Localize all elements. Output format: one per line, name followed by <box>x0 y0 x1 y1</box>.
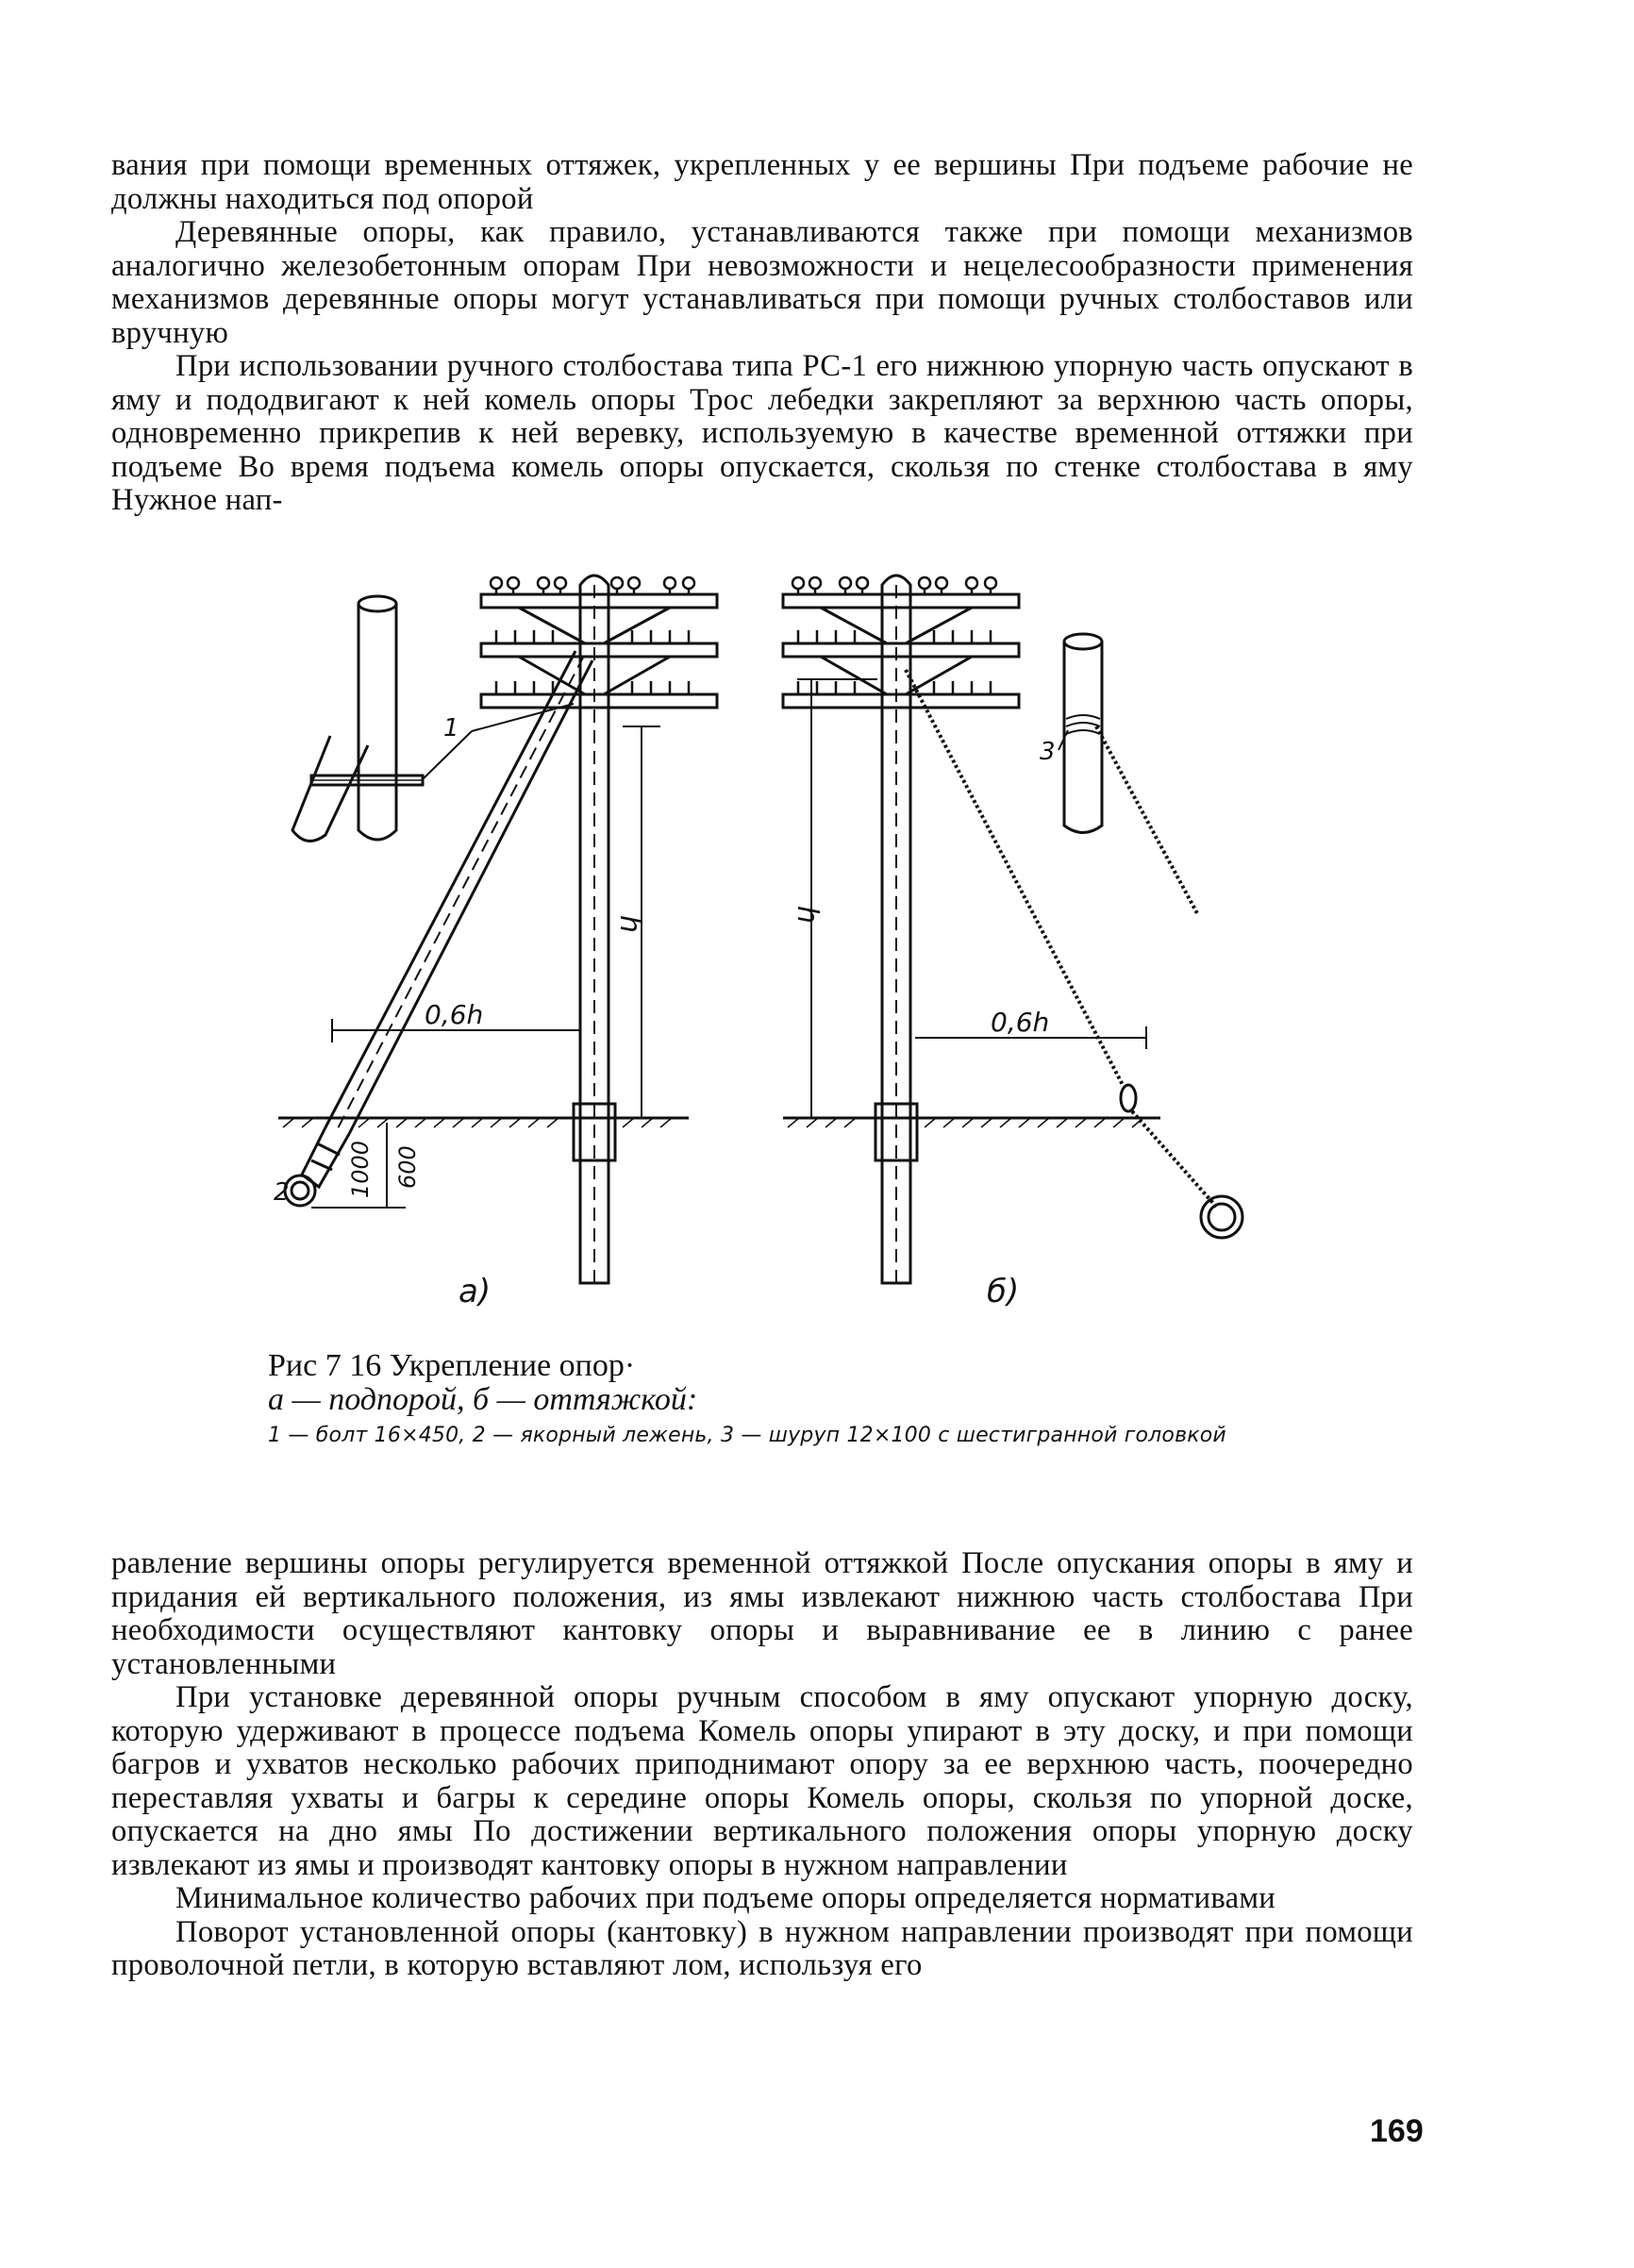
paragraph: При установке деревянной опоры ручным способом в яму опускают упорную доску, которую удерживают в процессе подъема Комель опоры упирают в эту доску, и при помощи багров и ухватов несколько рабочих приподнимают опору за ее верхнюю часть, поочередно переставляя ухваты и багры к середине опоры Комель опоры, скользя по упорной доске, опускается на дно ямы По достижении вертикального положения опоры упорную доску извлекают из ямы и производят кантовку опоры в нужном направлении <box>111 1680 1413 1882</box>
crossarms-b <box>783 577 1019 708</box>
page-number: 169 <box>1370 2113 1424 2149</box>
paragraph: равление вершины опоры регулируется временной оттяжкой После опускания опоры в яму и придания ей вертикального положения, из ямы извлекают нижнюю часть столбостава При необходимости осуществляют кантовку опоры и выравнивание ее в линию с ранее установленными <box>111 1546 1413 1681</box>
figure-drawing <box>274 557 1443 1321</box>
caption-title: Рис 7 16 Укрепление опор· <box>268 1348 636 1383</box>
text-block-top <box>111 149 1413 518</box>
detail-screw <box>1059 634 1198 915</box>
label-06h-a: 0,6h <box>425 999 484 1030</box>
label-h-a: h <box>613 915 646 934</box>
figure-pole-bracing <box>274 557 1443 1321</box>
label-3: 3 <box>1040 738 1056 766</box>
pole-a <box>574 575 615 1283</box>
label-1000: 1000 <box>347 1140 374 1198</box>
caption-subtitle: а — подпорой, б — оттяжкой: <box>268 1382 698 1417</box>
label-b: б) <box>987 1273 1020 1310</box>
ground-b <box>783 1118 1160 1127</box>
label-1: 1 <box>443 714 459 742</box>
label-06h-b: 0,6h <box>991 1007 1050 1038</box>
dimensions-b <box>797 679 1146 1118</box>
caption-legend: 1 — болт 16×450, 2 — якорный лежень, 3 — шуруп 12×100 с шестигранной головкой <box>268 1424 1226 1447</box>
paragraph: Поворот установленной опоры (кантовку) в нужном направлении производят при помощи проволочной петли, в которую вставляют лом, используя его <box>111 1914 1413 1982</box>
text-block-bottom <box>111 1547 1413 1983</box>
label-2: 2 <box>274 1178 290 1207</box>
paragraph: При использовании ручного столбостава типа РС-1 его нижнюю упорную часть опускают в яму и пододвигают к ней комель опоры Трос лебедки закрепляют за верхнюю часть опоры, одновременно прикрепив к ней веревку, используемую в качестве временной оттяжки при подъеме Во время подъема комель опоры опускается, скользя по стенке столбостава в яму Нужное нап- <box>111 349 1413 517</box>
detail-bolt <box>292 596 574 841</box>
guy-wire-b <box>906 670 1242 1238</box>
crossarms-a <box>481 577 717 708</box>
label-600: 600 <box>394 1145 421 1189</box>
paragraph: Деревянные опоры, как правило, устанавливаются также при помощи механизмов аналогично железобетонным опорам При невозможности и нецелесообразности применения механизмов деревянные опоры могут устанавливаться при помощи ручных столбоставов или вручную <box>111 215 1413 350</box>
paragraph: Минимальное количество рабочих при подъеме опоры определяется нормативами <box>175 1881 1276 1915</box>
label-a: а) <box>459 1273 492 1310</box>
strut-a <box>285 651 592 1206</box>
figure-caption <box>268 1349 1268 1448</box>
label-h-b: h <box>791 906 824 925</box>
paragraph: вания при помощи временных оттяжек, укрепленных у ее вершины При подъеме рабочие не должны находиться под опорой <box>111 148 1413 216</box>
